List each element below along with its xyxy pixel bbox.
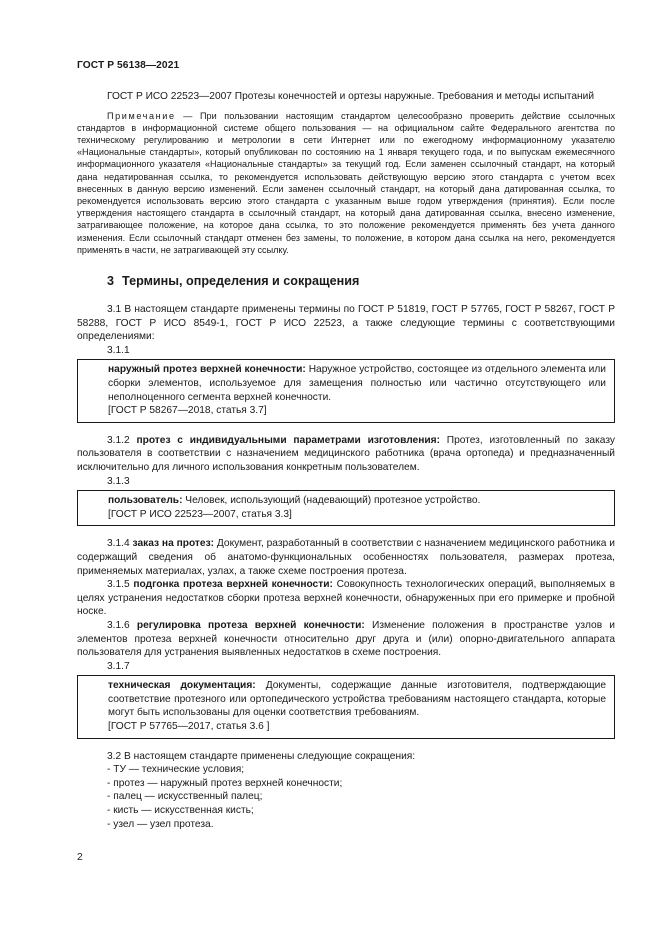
note-paragraph [77,110,615,256]
term-number: 3.1.2 [107,434,130,446]
section-title: Термины, определения и сокращения [122,274,360,289]
page-number: 2 [77,852,83,863]
term-box-3-1-7 [77,675,615,738]
term-text: Человек, использующий (надевающий) протезное устройство. [182,495,481,507]
section-number: 3 [107,274,115,289]
term-definition-3-1-1 [108,363,606,404]
clause-3-2: 3.2 В настоящем стандарте применены следующие сокращения: [107,750,416,762]
page-content [77,90,615,831]
term-name: подгонка протеза верхней конечности: [133,579,333,591]
term-box-3-1-1 [77,359,615,422]
term-name: пользователь: [108,495,183,507]
abbreviation-list [77,763,615,831]
term-name: техническая документация: [108,680,256,692]
term-3-1-5 [77,578,615,619]
term-number: 3.1.4 [107,538,130,550]
term-number-3-1-7: 3.1.7 [107,660,130,672]
term-number: 3.1.5 [107,579,130,591]
term-name: заказ на протез: [132,538,215,550]
term-3-1-6 [77,619,615,660]
term-number-3-1-3: 3.1.3 [107,475,130,487]
term-text: Изменение положения в пространстве узлов и элементов протеза верхней конечности относительно друг друга и (или) опорно-двигательного аппарата пользователя для устранения выявленных недостатков в схеме построения. [77,619,615,659]
term-box-3-1-3 [77,490,615,526]
term-source: [ГОСТ Р 57765—2017, статья 3.6 ] [108,721,270,733]
term-text: Документ, разработанный в соответствии с назначением медицинского работника и содержащий сведения об анатомо-функциональных особенностях пользователя, размерах протеза, применяемых материалах, узлах, а также схеме построения протеза. [77,538,615,577]
list-item: - узел — узел протеза. [107,818,214,830]
standard-header: ГОСТ Р 56138—2021 [77,60,180,71]
term-name: регулировка протеза верхней конечности: [136,619,365,631]
term-number-3-1-1: 3.1.1 [107,344,130,356]
reference-iso-22523: ГОСТ Р ИСО 22523—2007 Протезы конечностей и ортезы наружные. Требования и методы испытаний [107,91,595,102]
note-label: Примечание [107,110,176,121]
list-item: - кисть — искусственная кисть; [107,805,254,817]
term-source: [ГОСТ Р 58267—2018, статья 3.7] [108,405,267,417]
term-text: Протез, изготовленный по заказу пользователя в соответствии с назначением медицинского работника (врача ортопеда) и предназначенный исключительно для личного использования конкретным пользователем. [77,434,615,473]
term-name: протез с индивидуальными параметрами изготовления: [136,434,440,446]
term-source: [ГОСТ Р ИСО 22523—2007, статья 3.3] [108,508,292,520]
term-3-1-2 [77,434,615,475]
term-name: наружный протез верхней конечности: [108,364,306,376]
term-text: Наружное устройство, состоящее из отдельного элемента или сборки элементов, используемое для замещения полностью или частично отсутствующего или неполноценного сегмента верхней конечности. [108,364,606,403]
term-number: 3.1.6 [107,619,130,631]
list-item: - ТУ — технические условия; [107,764,245,776]
term-3-1-4 [77,537,615,578]
list-item: - протез — наружный протез верхней конечности; [107,777,343,789]
term-text: Документы, содержащие данные изготовителя, подтверждающие соответствие протезного или ортопедического устройства требованиям настоящего стандарта, которые могут быть использованы для оценки соответствия требованиям. [108,680,607,719]
clause-3-1: 3.1 В настоящем стандарте применены термины по ГОСТ Р 51819, ГОСТ Р 57765, ГОСТ Р 58267, ГОСТ Р 58288, ГОСТ Р ИСО 8549-1, ГОСТ Р ИСО 22523, а также следующие термины с соответствующими определениями: [77,304,615,343]
section-heading [107,274,615,289]
term-text: Совокупность технологических операций, выполняемых в целях устранения недостатков сборки протеза верхней конечности, обнаруженных при его примерке и пробной носке. [77,579,615,618]
term-definition-3-1-3 [108,494,606,508]
list-item: - палец — искусственный палец; [107,791,263,803]
note-text: — При пользовании настоящим стандартом целесообразно проверить действие ссылочных стандартов в информационной системе общего пользования — на официальном сайте Федерального агентства по техническому регулированию и метрологии в сети Интернет или по ежегодному информационному указателю «Национальные стандарты», который опубликован по состоянию на 1 января текущего года, и по выпускам ежемесячного информационного указателя «Национальные стандарты» за текущий год. Если заменен ссылочный стандарт, на который дана недатированная ссылка, то рекомендуется использовать действующую версию этого стандарта с учетом всех внесенных в данную версию изменений. Если заменен ссылочный стандарт, на который дана датированная ссылка, то рекомендуется использовать версию этого стандарта с указанным выше годом утверждения (принятия). Если после утверждения настоящего стандарта в ссылочный стандарт, на который дана датированная ссылка, внесено изменение, затрагивающее положение, на которое дана ссылка, то это положение рекомендуется применять без учета данного изменения. Если ссылочный стандарт отменен без замены, то положение, в котором дана ссылка на него, рекомендуется применять в части, не затрагивающей эту ссылку. [77,110,615,255]
term-definition-3-1-7 [108,679,606,720]
